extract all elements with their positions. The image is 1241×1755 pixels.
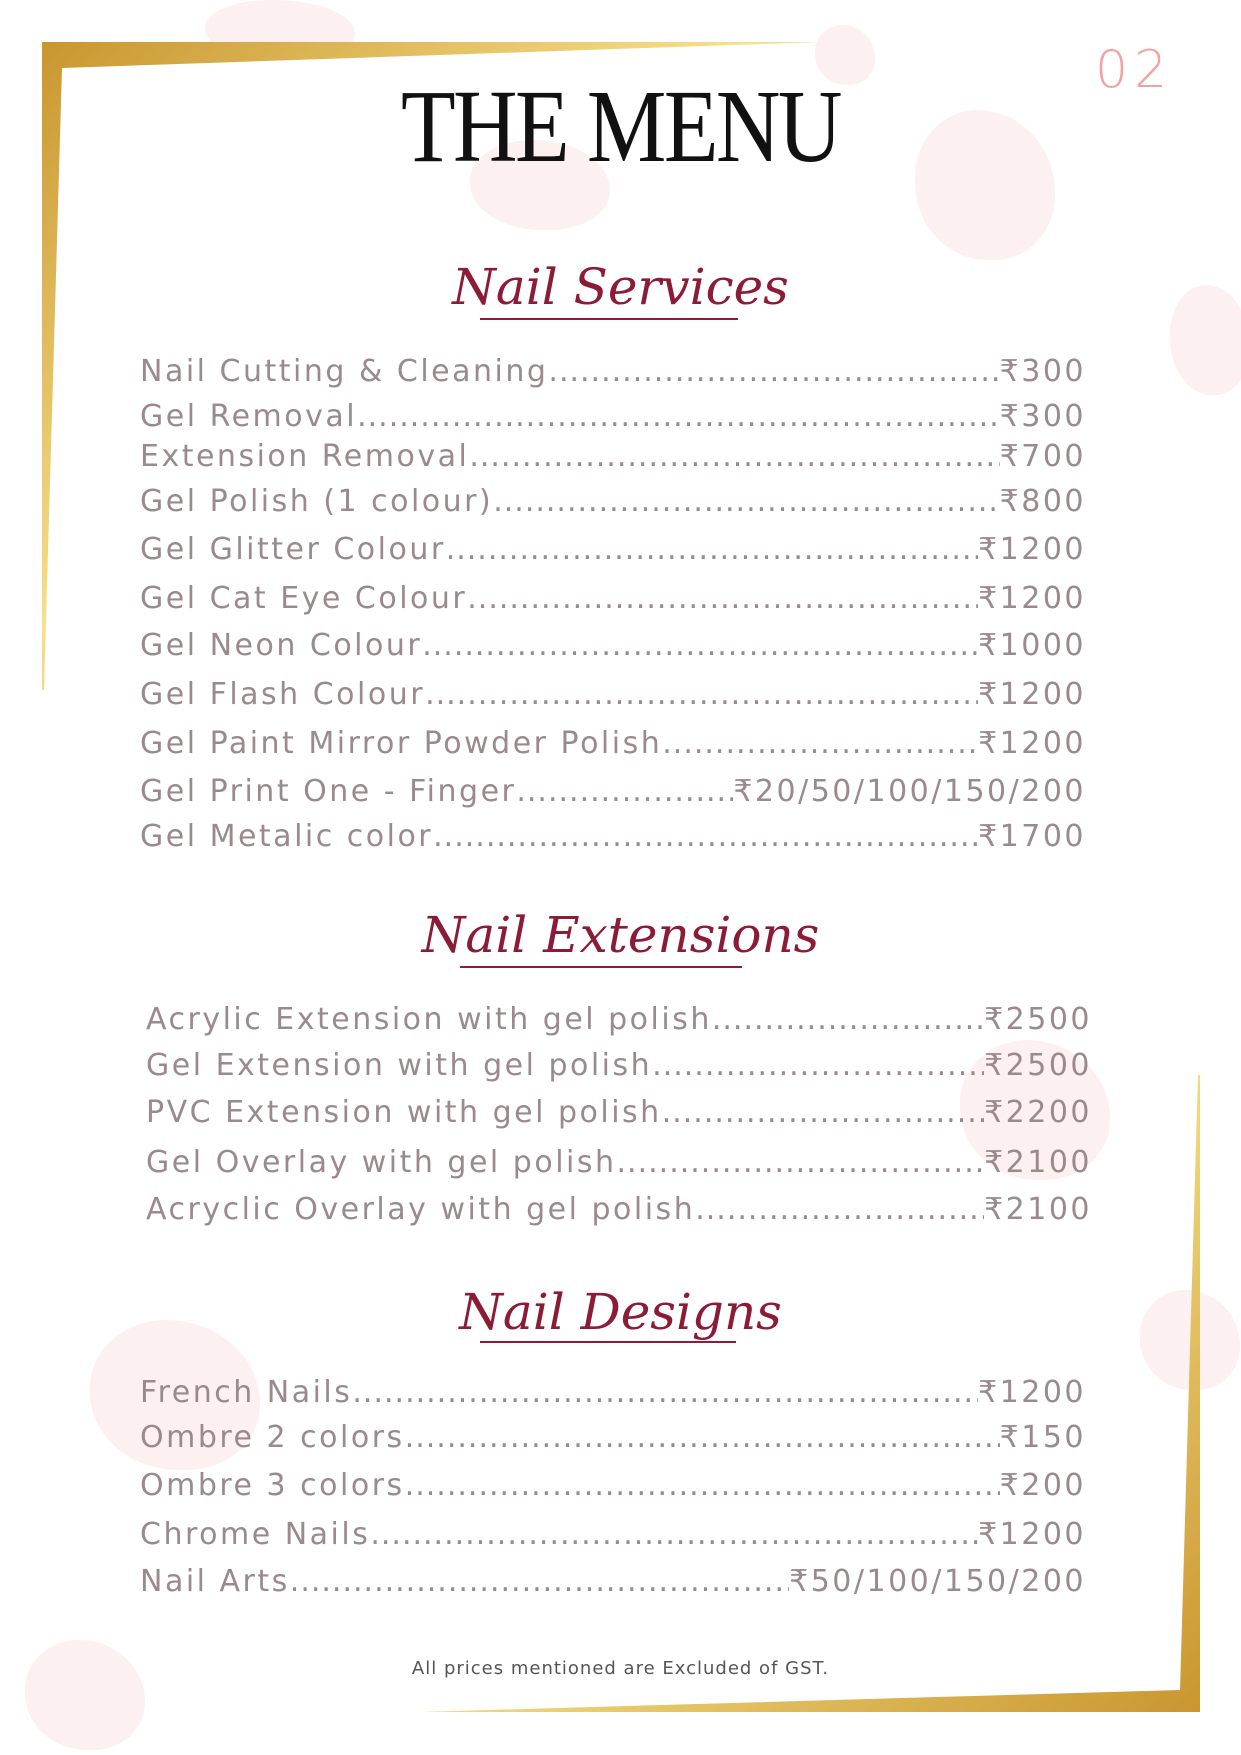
item-name: Ombre 3 colors (140, 1468, 405, 1503)
dot-leader (662, 1095, 984, 1130)
dot-leader (405, 1468, 1000, 1503)
dot-leader (405, 1420, 1000, 1455)
menu-item (140, 1468, 1086, 1508)
menu-item (140, 677, 1086, 717)
item-price: ₹300 (999, 399, 1086, 434)
menu-item (140, 581, 1086, 621)
menu-item (146, 1095, 1092, 1135)
menu-item (146, 1048, 1092, 1088)
item-price: ₹2100 (984, 1192, 1092, 1227)
page-title: THE MENU (400, 69, 840, 184)
item-price: ₹50/100/150/200 (789, 1564, 1086, 1599)
item-name: Ombre 2 colors (140, 1420, 405, 1455)
item-name: Nail Arts (140, 1564, 290, 1599)
item-price: ₹1200 (978, 532, 1086, 567)
dot-leader (290, 1564, 789, 1599)
item-name: Extension Removal (140, 439, 470, 474)
item-price: ₹200 (999, 1468, 1086, 1503)
item-name: Gel Paint Mirror Powder Polish (140, 726, 663, 761)
item-name: Acryclic Overlay with gel polish (146, 1192, 696, 1227)
dot-leader (433, 819, 978, 854)
menu-item (140, 532, 1086, 572)
menu-item (140, 1564, 1086, 1604)
menu-item (140, 774, 1086, 814)
item-price: ₹700 (999, 439, 1086, 474)
item-price: ₹2100 (984, 1145, 1092, 1180)
item-name: Gel Overlay with gel polish (146, 1145, 617, 1180)
item-name: Gel Polish (1 colour) (140, 484, 494, 519)
dot-leader (652, 1048, 984, 1083)
heading-underline (480, 1341, 736, 1343)
item-price: ₹1700 (978, 819, 1086, 854)
dot-leader (516, 774, 733, 809)
dot-leader (695, 1192, 984, 1227)
item-name: Gel Extension with gel polish (146, 1048, 653, 1083)
item-price: ₹1000 (978, 628, 1086, 663)
item-price: ₹2200 (984, 1095, 1092, 1130)
heading-underline (480, 318, 738, 320)
item-price: ₹1200 (978, 726, 1086, 761)
item-price: ₹20/50/100/150/200 (733, 774, 1086, 809)
item-price: ₹2500 (984, 1048, 1092, 1083)
heading-underline (460, 966, 742, 968)
item-price: ₹800 (999, 484, 1086, 519)
dot-leader (662, 726, 978, 761)
dot-leader (467, 581, 978, 616)
section-heading-nail-extensions: Nail Extensions (421, 906, 820, 964)
item-name: French Nails (140, 1375, 353, 1410)
item-name: Gel Cat Eye Colour (140, 581, 468, 616)
item-price: ₹1200 (978, 677, 1086, 712)
menu-item (140, 1375, 1086, 1415)
dot-leader (357, 399, 1000, 434)
item-name: Nail Cutting & Cleaning (140, 354, 549, 389)
menu-item (146, 1002, 1092, 1042)
menu-item (140, 726, 1086, 766)
item-price: ₹150 (999, 1420, 1086, 1455)
menu-item (146, 1192, 1092, 1232)
item-price: ₹2500 (984, 1002, 1092, 1037)
section-heading-nail-designs: Nail Designs (459, 1283, 782, 1341)
item-name: Gel Removal (140, 399, 358, 434)
item-name: PVC Extension with gel polish (146, 1095, 662, 1130)
dot-leader (493, 484, 999, 519)
item-name: Gel Neon Colour (140, 628, 423, 663)
menu-item (140, 439, 1086, 479)
dot-leader (422, 628, 978, 663)
gst-footer-note: All prices mentioned are Excluded of GST. (411, 1658, 830, 1679)
menu-item (140, 628, 1086, 668)
menu-item (140, 354, 1086, 394)
item-name: Gel Flash Colour (140, 677, 426, 712)
dot-leader (548, 354, 999, 389)
menu-item (140, 1420, 1086, 1460)
menu-item (140, 484, 1086, 524)
dot-leader (712, 1002, 984, 1037)
dot-leader (469, 439, 999, 474)
menu-item (146, 1145, 1092, 1185)
item-name: Chrome Nails (140, 1517, 371, 1552)
item-price: ₹300 (999, 354, 1086, 389)
page-number: 02 (1095, 40, 1174, 100)
menu-item (140, 399, 1086, 439)
section-heading-nail-services: Nail Services (452, 258, 789, 316)
item-price: ₹1200 (978, 1375, 1086, 1410)
dot-leader (352, 1375, 978, 1410)
item-price: ₹1200 (978, 581, 1086, 616)
item-price: ₹1200 (978, 1517, 1086, 1552)
dot-leader (446, 532, 978, 567)
dot-leader (425, 677, 978, 712)
dot-leader (617, 1145, 985, 1180)
item-name: Acrylic Extension with gel polish (146, 1002, 712, 1037)
item-name: Gel Glitter Colour (140, 532, 446, 567)
dot-leader (370, 1517, 978, 1552)
item-name: Gel Print One - Finger (140, 774, 517, 809)
menu-item (140, 819, 1086, 859)
item-name: Gel Metalic color (140, 819, 434, 854)
menu-item (140, 1517, 1086, 1557)
